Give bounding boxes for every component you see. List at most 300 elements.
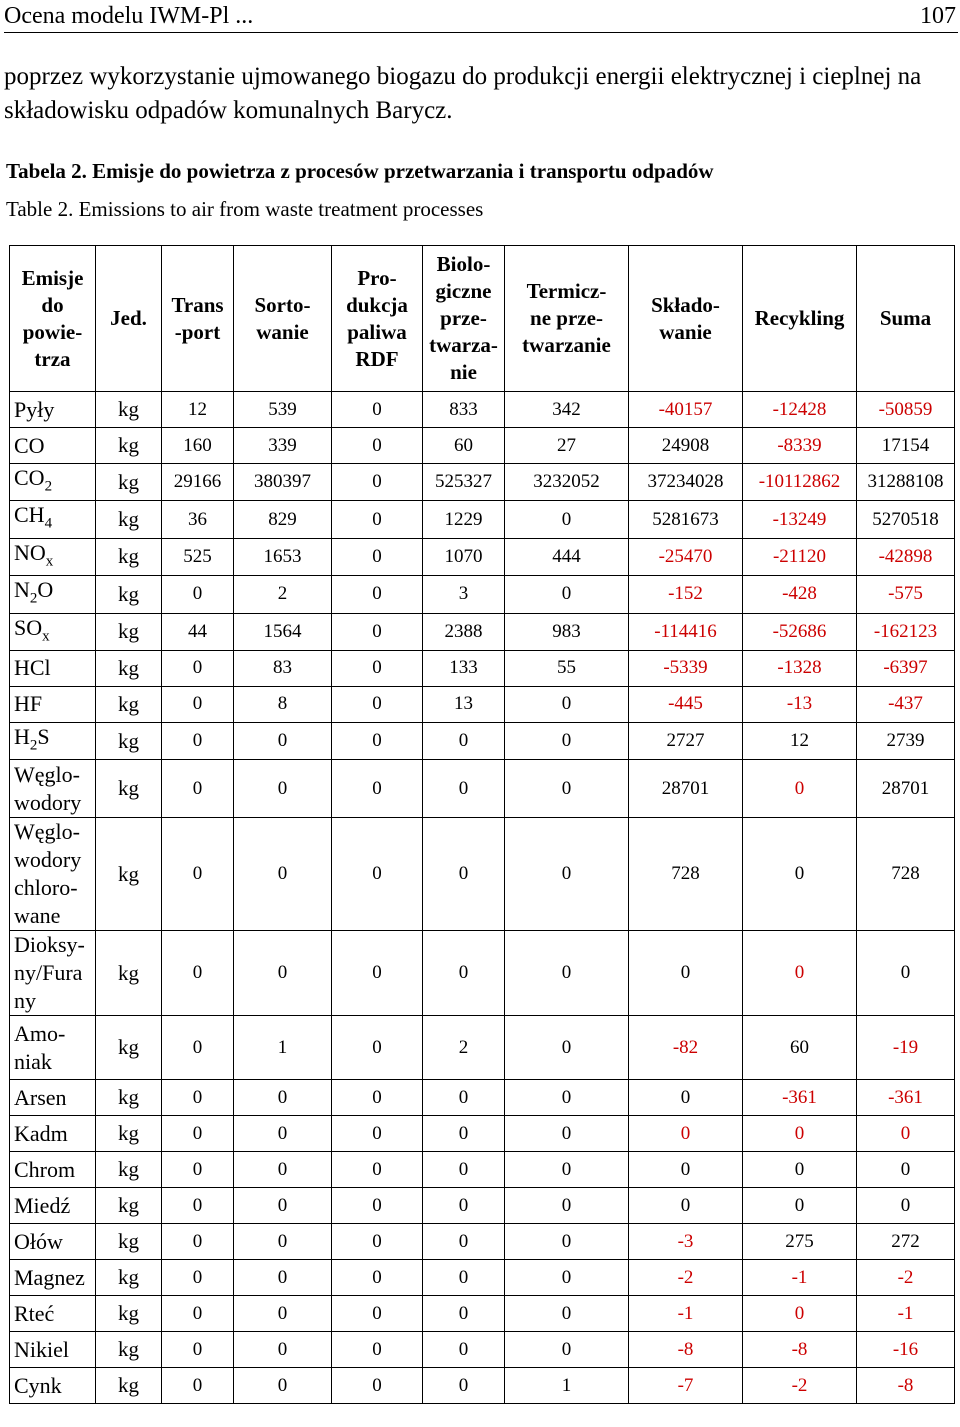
- value-cell: 5281673: [629, 501, 743, 538]
- table-row: [10, 722, 955, 759]
- emission-name-cell: Amo- niak: [10, 1016, 96, 1080]
- value-cell: 28701: [629, 760, 743, 818]
- value-cell: 0: [629, 1188, 743, 1224]
- value-cell: -1: [743, 1260, 857, 1296]
- value-cell: 525: [162, 538, 234, 575]
- table-row: [10, 428, 955, 464]
- emission-name-cell: [10, 613, 96, 650]
- value-cell: 13: [423, 686, 505, 722]
- table-row: [10, 1016, 955, 1080]
- unit-cell: kg: [96, 428, 162, 464]
- value-cell: 0: [505, 1016, 629, 1080]
- emission-name: Arsen: [14, 1084, 67, 1110]
- value-cell: 444: [505, 538, 629, 575]
- value-cell: 0: [629, 1116, 743, 1152]
- value-cell: -8: [629, 1332, 743, 1368]
- table-row: [10, 1296, 955, 1332]
- emission-name: NO: [14, 539, 46, 565]
- value-cell: 36: [162, 501, 234, 538]
- emission-name: Miedź: [14, 1192, 71, 1218]
- unit-cell: kg: [96, 1260, 162, 1296]
- value-cell: 0: [423, 1188, 505, 1224]
- header-cell-rdf: [332, 246, 423, 392]
- value-cell: 0: [743, 760, 857, 818]
- value-cell: 0: [162, 576, 234, 613]
- table-row: [10, 576, 955, 613]
- emission-subscript: 4: [44, 515, 53, 532]
- value-cell: 728: [857, 818, 955, 931]
- value-cell: -1: [857, 1296, 955, 1332]
- unit-cell: kg: [96, 686, 162, 722]
- value-cell: 0: [332, 1368, 423, 1404]
- value-cell: 3232052: [505, 464, 629, 501]
- value-cell: 0: [332, 464, 423, 501]
- value-cell: 0: [505, 1116, 629, 1152]
- value-cell: -2: [629, 1260, 743, 1296]
- value-cell: 0: [332, 538, 423, 575]
- emission-name-cell: [10, 538, 96, 575]
- value-cell: 0: [332, 1260, 423, 1296]
- value-cell: 0: [423, 1332, 505, 1368]
- table-row: [10, 538, 955, 575]
- emission-name: CO: [14, 432, 45, 458]
- value-cell: 0: [423, 1152, 505, 1188]
- value-cell: 0: [505, 931, 629, 1016]
- value-cell: 1: [234, 1016, 332, 1080]
- emission-subscript: 2: [29, 737, 38, 754]
- value-cell: 0: [162, 818, 234, 931]
- header-text: Termicz- ne prze- twarzanie: [522, 279, 611, 357]
- table-row: [10, 464, 955, 501]
- value-cell: 0: [332, 1188, 423, 1224]
- value-cell: 60: [743, 1016, 857, 1080]
- value-cell: 0: [234, 1152, 332, 1188]
- emission-name-cell: [10, 464, 96, 501]
- table-row: [10, 1368, 955, 1404]
- value-cell: 0: [332, 1016, 423, 1080]
- emission-name: Chrom: [14, 1156, 76, 1182]
- emission-name-cell: [10, 1260, 96, 1296]
- table-row: [10, 1080, 955, 1116]
- emission-name-cell: [10, 650, 96, 686]
- value-cell: 0: [423, 818, 505, 931]
- header-cell-emission: [10, 246, 96, 392]
- value-cell: 2739: [857, 722, 955, 759]
- unit-cell: kg: [96, 464, 162, 501]
- value-cell: 0: [162, 1296, 234, 1332]
- value-cell: 55: [505, 650, 629, 686]
- value-cell: -7: [629, 1368, 743, 1404]
- value-cell: 0: [423, 760, 505, 818]
- value-cell: 83: [234, 650, 332, 686]
- table-row: [10, 760, 955, 818]
- value-cell: 0: [423, 1224, 505, 1260]
- emission-name-suffix: O: [37, 577, 54, 603]
- value-cell: 833: [423, 392, 505, 428]
- emission-name: CH: [14, 502, 45, 528]
- emission-name: Pyły: [14, 396, 55, 422]
- value-cell: -21120: [743, 538, 857, 575]
- value-cell: 12: [743, 722, 857, 759]
- value-cell: 12: [162, 392, 234, 428]
- value-cell: 0: [162, 1188, 234, 1224]
- value-cell: 0: [505, 818, 629, 931]
- value-cell: -13249: [743, 501, 857, 538]
- value-cell: -114416: [629, 613, 743, 650]
- value-cell: 272: [857, 1224, 955, 1260]
- value-cell: -2: [743, 1368, 857, 1404]
- value-cell: 0: [234, 1368, 332, 1404]
- value-cell: 0: [162, 1080, 234, 1116]
- value-cell: -6397: [857, 650, 955, 686]
- value-cell: 0: [234, 1224, 332, 1260]
- page-number: 107: [920, 2, 956, 29]
- value-cell: 0: [162, 686, 234, 722]
- value-cell: 0: [234, 1260, 332, 1296]
- unit-cell: kg: [96, 576, 162, 613]
- emission-name-cell: [10, 722, 96, 759]
- value-cell: -361: [743, 1080, 857, 1116]
- value-cell: 0: [162, 1116, 234, 1152]
- table-row: [10, 1116, 955, 1152]
- table-caption-pl: Tabela 2. Emisje do powietrza z procesów przetwarzania i transportu odpadów: [6, 159, 714, 183]
- header-cell-unit: [96, 246, 162, 392]
- header-title: Ocena modelu IWM-Pl ...: [4, 2, 254, 29]
- table-row: [10, 1152, 955, 1188]
- value-cell: 0: [743, 1116, 857, 1152]
- value-cell: 1229: [423, 501, 505, 538]
- value-cell: -10112862: [743, 464, 857, 501]
- unit-cell: kg: [96, 1152, 162, 1188]
- unit-cell: kg: [96, 1080, 162, 1116]
- value-cell: 0: [423, 1080, 505, 1116]
- value-cell: 380397: [234, 464, 332, 501]
- value-cell: 0: [162, 1332, 234, 1368]
- value-cell: 0: [505, 501, 629, 538]
- value-cell: -8: [857, 1368, 955, 1404]
- value-cell: 0: [162, 1152, 234, 1188]
- value-cell: 37234028: [629, 464, 743, 501]
- value-cell: 0: [629, 1152, 743, 1188]
- value-cell: 0: [162, 650, 234, 686]
- value-cell: -162123: [857, 613, 955, 650]
- value-cell: 8: [234, 686, 332, 722]
- emission-name-cell: Dioksy- ny/Fura ny: [10, 931, 96, 1016]
- header-text: Trans -port: [171, 292, 224, 344]
- value-cell: 0: [234, 1332, 332, 1368]
- value-cell: -5339: [629, 650, 743, 686]
- value-cell: 0: [332, 1296, 423, 1332]
- emission-name: HCl: [14, 655, 51, 681]
- emission-name-cell: [10, 1296, 96, 1332]
- unit-cell: kg: [96, 613, 162, 650]
- value-cell: 29166: [162, 464, 234, 501]
- value-cell: 0: [743, 1188, 857, 1224]
- header-text: Sorto- wanie: [254, 292, 311, 344]
- value-cell: 0: [423, 1116, 505, 1152]
- value-cell: 0: [332, 686, 423, 722]
- value-cell: -8: [743, 1332, 857, 1368]
- value-cell: 0: [505, 1080, 629, 1116]
- emission-name-suffix: S: [37, 723, 50, 749]
- value-cell: 0: [505, 576, 629, 613]
- value-cell: 60: [423, 428, 505, 464]
- emission-name: Kadm: [14, 1120, 68, 1146]
- emission-name-cell: [10, 1152, 96, 1188]
- value-cell: 0: [505, 1224, 629, 1260]
- emission-subscript: 2: [44, 478, 53, 495]
- unit-cell: kg: [96, 1224, 162, 1260]
- value-cell: 3: [423, 576, 505, 613]
- value-cell: 24908: [629, 428, 743, 464]
- header-text: Składo- wanie: [651, 292, 720, 344]
- value-cell: -42898: [857, 538, 955, 575]
- table-row: [10, 1224, 955, 1260]
- emission-name-cell: [10, 501, 96, 538]
- emission-name: Magnez: [14, 1264, 85, 1290]
- value-cell: 0: [743, 931, 857, 1016]
- value-cell: -445: [629, 686, 743, 722]
- value-cell: 0: [234, 1296, 332, 1332]
- value-cell: 0: [162, 722, 234, 759]
- value-cell: -361: [857, 1080, 955, 1116]
- unit-cell: kg: [96, 1368, 162, 1404]
- value-cell: 0: [505, 1260, 629, 1296]
- value-cell: 2727: [629, 722, 743, 759]
- value-cell: -50859: [857, 392, 955, 428]
- table-row: [10, 392, 955, 428]
- value-cell: 0: [332, 650, 423, 686]
- value-cell: 0: [332, 1116, 423, 1152]
- header-cell-landfill: [629, 246, 743, 392]
- value-cell: 0: [332, 1332, 423, 1368]
- table-row: [10, 501, 955, 538]
- header-cell-biological: [423, 246, 505, 392]
- value-cell: 0: [332, 818, 423, 931]
- emission-name: HF: [14, 691, 43, 717]
- value-cell: -12428: [743, 392, 857, 428]
- unit-cell: kg: [96, 760, 162, 818]
- emission-name-cell: [10, 1080, 96, 1116]
- emission-name-cell: [10, 1224, 96, 1260]
- value-cell: 2: [423, 1016, 505, 1080]
- value-cell: 1: [505, 1368, 629, 1404]
- value-cell: 0: [423, 1260, 505, 1296]
- emission-name: SO: [14, 614, 43, 640]
- value-cell: 0: [162, 931, 234, 1016]
- table-caption-en: Table 2. Emissions to air from waste treatment processes: [6, 197, 484, 221]
- emission-name-cell: [10, 392, 96, 428]
- table-row: [10, 686, 955, 722]
- emission-name-cell: [10, 576, 96, 613]
- header-text: Emisje do powie- trza: [21, 265, 84, 371]
- header-cell-thermal: [505, 246, 629, 392]
- value-cell: -152: [629, 576, 743, 613]
- value-cell: -8339: [743, 428, 857, 464]
- unit-cell: kg: [96, 931, 162, 1016]
- unit-cell: kg: [96, 538, 162, 575]
- value-cell: 0: [505, 686, 629, 722]
- running-header: [4, 0, 958, 33]
- header-text: Jed.: [110, 306, 147, 330]
- value-cell: 0: [332, 931, 423, 1016]
- value-cell: 0: [162, 1260, 234, 1296]
- value-cell: 0: [332, 576, 423, 613]
- value-cell: 339: [234, 428, 332, 464]
- value-cell: -437: [857, 686, 955, 722]
- value-cell: 0: [162, 1224, 234, 1260]
- value-cell: 27: [505, 428, 629, 464]
- value-cell: -40157: [629, 392, 743, 428]
- emission-name-cell: [10, 428, 96, 464]
- value-cell: 0: [234, 1080, 332, 1116]
- header-cell-sorting: [234, 246, 332, 392]
- value-cell: 0: [234, 1116, 332, 1152]
- value-cell: 0: [234, 931, 332, 1016]
- unit-cell: kg: [96, 501, 162, 538]
- value-cell: 0: [743, 1152, 857, 1188]
- value-cell: 0: [234, 760, 332, 818]
- value-cell: 0: [423, 1368, 505, 1404]
- value-cell: 829: [234, 501, 332, 538]
- unit-cell: kg: [96, 650, 162, 686]
- value-cell: 525327: [423, 464, 505, 501]
- emission-name-cell: [10, 1368, 96, 1404]
- value-cell: 0: [505, 1152, 629, 1188]
- value-cell: 0: [505, 1296, 629, 1332]
- header-text: Biolo- giczne prze- twarza- nie: [429, 252, 498, 384]
- value-cell: 160: [162, 428, 234, 464]
- value-cell: -13: [743, 686, 857, 722]
- emission-name-cell: [10, 1188, 96, 1224]
- value-cell: -428: [743, 576, 857, 613]
- value-cell: 0: [505, 1188, 629, 1224]
- header-cell-transport: [162, 246, 234, 392]
- header-cell-sum: [857, 246, 955, 392]
- emissions-table: [9, 245, 955, 1404]
- value-cell: 0: [162, 1016, 234, 1080]
- value-cell: 0: [332, 1224, 423, 1260]
- value-cell: 0: [423, 1296, 505, 1332]
- value-cell: 0: [743, 818, 857, 931]
- emission-name: Nikiel: [14, 1336, 69, 1362]
- header-text: Recykling: [754, 306, 845, 330]
- table-body: [10, 392, 955, 1404]
- value-cell: -52686: [743, 613, 857, 650]
- emission-name: CO: [14, 465, 45, 490]
- header-text: Pro- dukcja paliwa RDF: [346, 265, 408, 371]
- value-cell: -2: [857, 1260, 955, 1296]
- unit-cell: kg: [96, 392, 162, 428]
- unit-cell: kg: [96, 722, 162, 759]
- value-cell: -575: [857, 576, 955, 613]
- table-row: [10, 818, 955, 931]
- emission-name-cell: [10, 1116, 96, 1152]
- value-cell: 5270518: [857, 501, 955, 538]
- unit-cell: kg: [96, 1016, 162, 1080]
- value-cell: 0: [857, 1116, 955, 1152]
- value-cell: 275: [743, 1224, 857, 1260]
- value-cell: 342: [505, 392, 629, 428]
- value-cell: -1328: [743, 650, 857, 686]
- unit-cell: kg: [96, 818, 162, 931]
- table-row: [10, 650, 955, 686]
- value-cell: 983: [505, 613, 629, 650]
- value-cell: 0: [332, 613, 423, 650]
- value-cell: 0: [234, 818, 332, 931]
- value-cell: 539: [234, 392, 332, 428]
- header-text: Suma: [879, 306, 932, 330]
- unit-cell: kg: [96, 1332, 162, 1368]
- value-cell: 0: [743, 1296, 857, 1332]
- value-cell: -1: [629, 1296, 743, 1332]
- emission-name-cell: Węglo- wodory chloro- wane: [10, 818, 96, 931]
- emission-name: H: [14, 723, 30, 749]
- value-cell: 0: [857, 931, 955, 1016]
- value-cell: 31288108: [857, 464, 955, 501]
- emission-name-cell: [10, 1332, 96, 1368]
- unit-cell: kg: [96, 1188, 162, 1224]
- value-cell: 0: [423, 931, 505, 1016]
- value-cell: 1653: [234, 538, 332, 575]
- emission-name-cell: [10, 686, 96, 722]
- value-cell: 0: [505, 1332, 629, 1368]
- value-cell: 0: [629, 1080, 743, 1116]
- emission-name: N: [14, 577, 30, 603]
- value-cell: 0: [423, 722, 505, 759]
- emission-name: Cynk: [14, 1372, 62, 1398]
- emission-subscript: x: [45, 553, 54, 570]
- value-cell: 28701: [857, 760, 955, 818]
- value-cell: 0: [332, 1080, 423, 1116]
- value-cell: 728: [629, 818, 743, 931]
- body-paragraph: poprzez wykorzystanie ujmowanego biogazu do produkcji energii elektrycznej i cieplnej na składowisku odpadów komunalnych Barycz.: [4, 63, 922, 124]
- value-cell: 0: [332, 1152, 423, 1188]
- value-cell: 0: [857, 1188, 955, 1224]
- emission-name-cell: Węglo- wodory: [10, 760, 96, 818]
- value-cell: 17154: [857, 428, 955, 464]
- table-row: [10, 1188, 955, 1224]
- value-cell: 0: [332, 501, 423, 538]
- value-cell: -3: [629, 1224, 743, 1260]
- table-row: [10, 1332, 955, 1368]
- value-cell: 0: [505, 722, 629, 759]
- table-row: [10, 1260, 955, 1296]
- value-cell: -19: [857, 1016, 955, 1080]
- value-cell: -25470: [629, 538, 743, 575]
- value-cell: 0: [162, 1368, 234, 1404]
- value-cell: 2388: [423, 613, 505, 650]
- unit-cell: kg: [96, 1296, 162, 1332]
- emission-subscript: x: [42, 627, 50, 644]
- value-cell: 0: [629, 931, 743, 1016]
- value-cell: 0: [234, 1188, 332, 1224]
- value-cell: 0: [857, 1152, 955, 1188]
- value-cell: 0: [332, 428, 423, 464]
- value-cell: 0: [332, 392, 423, 428]
- table-row: [10, 613, 955, 650]
- value-cell: 44: [162, 613, 234, 650]
- table-header-row: [10, 246, 955, 392]
- value-cell: 1564: [234, 613, 332, 650]
- emission-name: Ołów: [14, 1228, 63, 1254]
- value-cell: 0: [234, 722, 332, 759]
- value-cell: 133: [423, 650, 505, 686]
- header-cell-recycling: [743, 246, 857, 392]
- emission-name: Rteć: [14, 1300, 55, 1326]
- value-cell: -82: [629, 1016, 743, 1080]
- emission-subscript: 2: [29, 590, 38, 607]
